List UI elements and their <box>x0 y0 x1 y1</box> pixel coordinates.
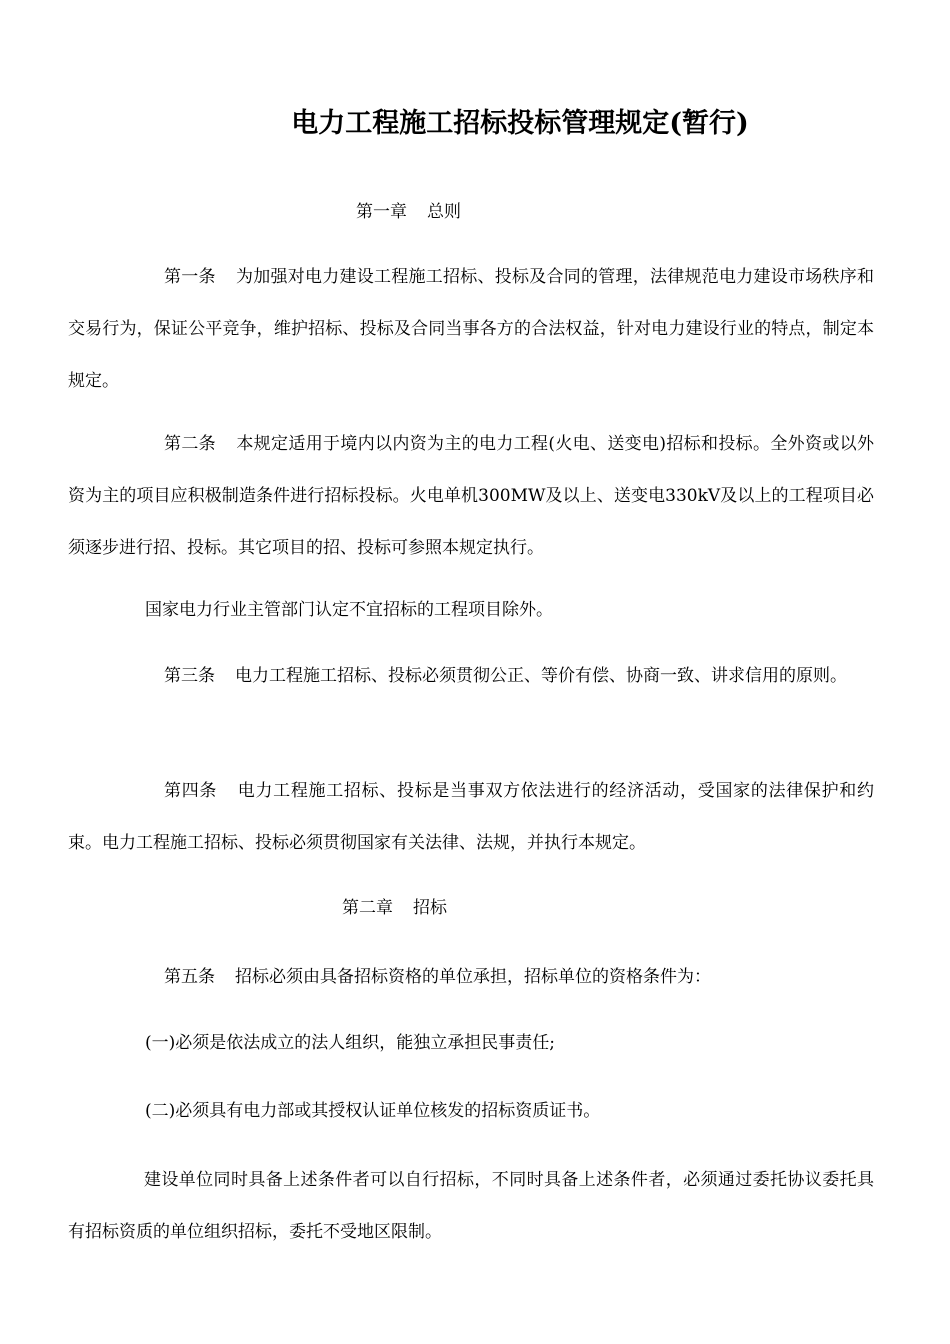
article-text: 本规定适用于境内以内资为主的电力工程(火电、送变电)招标和投标。全外资或以外资为主的项目应积极制造条件进行招标投标。火电单机300MW及以上、送变电330kV及以上的工程项目必须逐步进行招、投标。其它项目的招、投标可参照本规定执行。 <box>68 434 875 558</box>
article-2-note: 国家电力行业主管部门认定不宜招标的工程项目除外。 <box>145 600 553 620</box>
article-2 <box>68 418 874 574</box>
article-label: 第二条 <box>164 434 217 454</box>
article-label: 第四条 <box>164 781 218 801</box>
closing-paragraph: 建设单位同时具备上述条件者可以自行招标，不同时具备上述条件者，必须通过委托协议委托具有招标资质的单位组织招标，委托不受地区限制。 <box>68 1170 874 1242</box>
article-1 <box>68 251 874 407</box>
article-text: 电力工程施工招标、投标必须贯彻公正、等价有偿、协商一致、讲求信用的原则。 <box>235 666 847 686</box>
condition-2: (二)必须具有电力部或其授权认证单位核发的招标资质证书。 <box>145 1101 601 1121</box>
article-5 <box>68 951 874 1003</box>
article-3 <box>68 650 874 702</box>
article-text: 招标必须由具备招标资格的单位承担，招标单位的资格条件为： <box>235 967 711 987</box>
chapter-label: 第二章 <box>342 898 393 918</box>
document-title: 电力工程施工招标投标管理规定(暂行) <box>291 108 749 139</box>
condition-1: (一)必须是依法成立的法人组织，能独立承担民事责任; <box>145 1033 555 1053</box>
chapter-name: 招标 <box>413 898 447 918</box>
article-label: 第三条 <box>164 666 215 686</box>
article-label: 第一条 <box>164 267 216 287</box>
article-text: 为加强对电力建设工程施工招标、投标及合同的管理，法律规范电力建设市场秩序和交易行为，保证公平竞争，维护招标、投标及合同当事各方的合法权益，针对电力建设行业的特点，制定本规定。 <box>68 267 874 391</box>
chapter-heading-2 <box>342 895 447 921</box>
article-4 <box>68 765 874 869</box>
article-text: 电力工程施工招标、投标是当事双方依法进行的经济活动，受国家的法律保护和约束。电力工程施工招标、投标必须贯彻国家有关法律、法规，并执行本规定。 <box>68 781 874 853</box>
chapter-name: 总则 <box>427 202 461 222</box>
chapter-label: 第一章 <box>356 202 407 222</box>
article-label: 第五条 <box>164 967 215 987</box>
chapter-heading-1 <box>356 199 461 225</box>
